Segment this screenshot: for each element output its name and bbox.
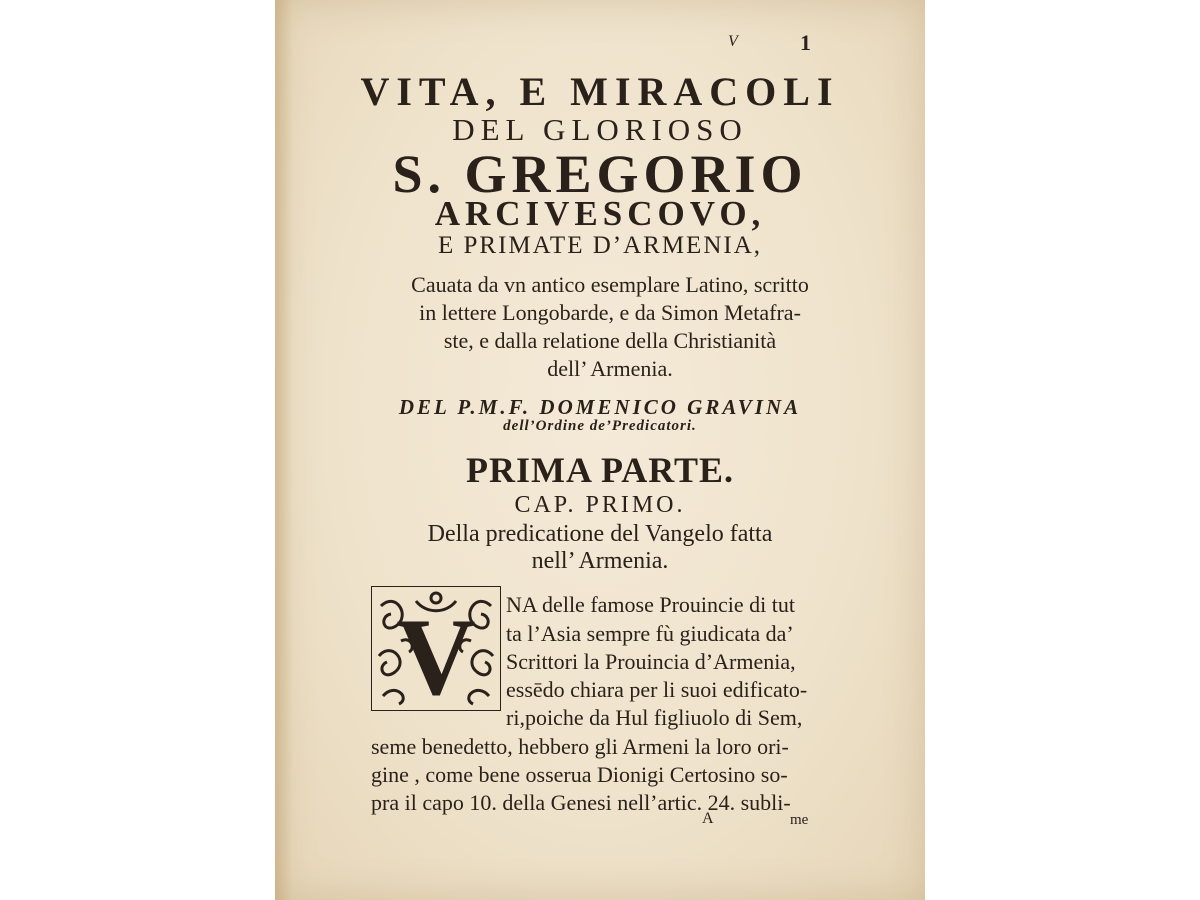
author-line: DEL P.M.F. DOMENICO GRAVINA: [398, 395, 802, 419]
initial-letter: V: [396, 596, 476, 711]
decorated-initial-ornament: [371, 586, 501, 711]
chapter-title-line-1: Della predicatione del Vangelo fatta: [427, 521, 773, 547]
title-line-2: DEL GLORIOSO: [452, 112, 748, 147]
catchword: me: [790, 812, 809, 828]
title-line-3: S. GREGORIO: [392, 144, 808, 204]
subtitle-line-2: in lettere Longobarde, e da Simon Metafra-: [419, 300, 801, 325]
page-number: 1: [800, 30, 811, 55]
body-line-2: ta l’Asia sempre fù giudicata da’: [506, 621, 794, 646]
signature-mark: A: [702, 810, 714, 827]
title-line-5: E PRIMATE D’ARMENIA,: [437, 232, 763, 259]
subtitle-line-3: ste, e dalla relatione della Christianità: [443, 328, 777, 353]
body-line-8: pra il capo 10. della Genesi nell’artic. 24. subli-: [371, 790, 791, 815]
folio-mark: V: [728, 33, 738, 50]
subtitle-line-4: dell’ Armenia.: [547, 356, 673, 381]
chapter-heading: CAP. PRIMO.: [514, 492, 686, 518]
body-line-7: gine , come bene osserua Dionigi Certosino so-: [371, 762, 788, 787]
body-line-3: Scrittori la Prouincia d’Armenia,: [506, 649, 796, 674]
decorated-initial-v: [371, 586, 501, 711]
subtitle-line-1: Cauata da vn antico esemplare Latino, scritto: [411, 272, 809, 297]
body-line-6: seme benedetto, hebbero gli Armeni la loro ori-: [371, 734, 789, 759]
title-line-4: ARCIVESCOVO,: [434, 194, 766, 233]
part-heading: PRIMA PARTE.: [465, 450, 735, 490]
religious-order-line: dell’Ordine de’Predicatori.: [503, 418, 697, 434]
title-line-1: VITA, E MIRACOLI: [360, 69, 840, 114]
body-line-4: essēdo chiara per li suoi edificato-: [506, 677, 808, 702]
body-line-5: ri,poiche da Hul figliuolo di Sem,: [506, 705, 803, 730]
chapter-title-line-2: nell’ Armenia.: [531, 548, 669, 574]
body-line-1: NA delle famose Prouincie di tut: [506, 592, 795, 617]
